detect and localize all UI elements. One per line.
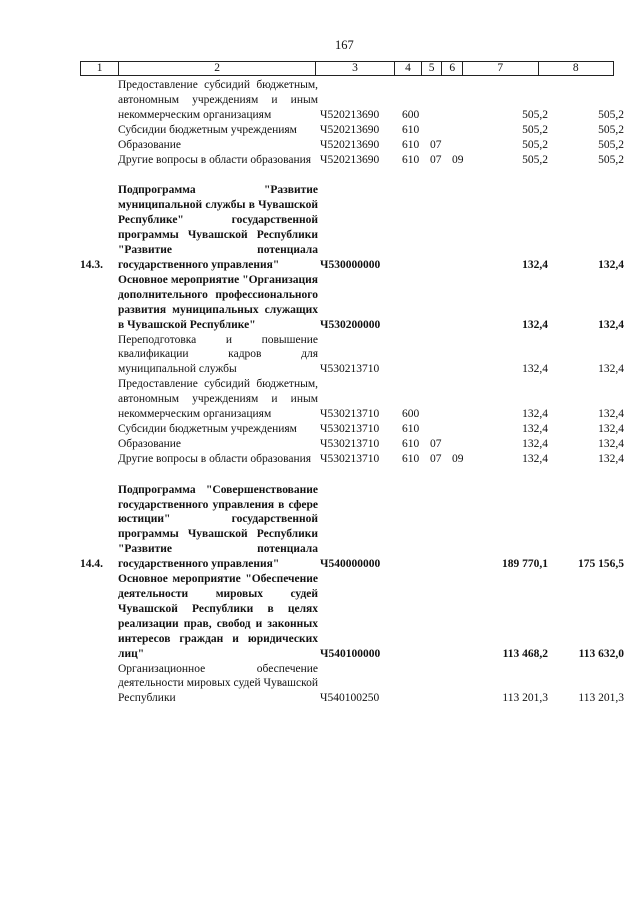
section: 07 xyxy=(430,452,442,465)
amount-year-1: 132,4 xyxy=(522,452,548,465)
table-row xyxy=(80,273,624,333)
table-row xyxy=(80,78,624,123)
target-code: Ч540000000 xyxy=(320,558,381,571)
table-row xyxy=(80,377,624,422)
amount-year-1: 132,4 xyxy=(522,258,548,271)
column-header-row xyxy=(80,61,614,76)
amount-year-2: 113 632,0 xyxy=(578,647,624,660)
section: 07 xyxy=(430,153,442,166)
table-row xyxy=(80,662,624,707)
amount-year-1: 505,2 xyxy=(522,138,548,151)
amount-year-1: 132,4 xyxy=(522,318,548,331)
subsection: 09 xyxy=(452,452,464,465)
amount-year-1: 132,4 xyxy=(522,363,548,376)
table-row xyxy=(80,138,624,153)
row-number: 14.4. xyxy=(80,558,103,571)
amount-year-1: 132,4 xyxy=(522,408,548,421)
table-row xyxy=(80,437,624,452)
amount-year-2: 132,4 xyxy=(598,318,624,331)
amount-year-2: 132,4 xyxy=(598,437,624,450)
amount-year-1: 189 770,1 xyxy=(502,558,548,571)
expense-type: 610 xyxy=(402,153,420,166)
row-description: Образование xyxy=(118,138,182,151)
target-code: Ч520213690 xyxy=(320,123,380,136)
table-row xyxy=(80,572,624,661)
col-header-6: 6 xyxy=(442,62,463,76)
col-header-5: 5 xyxy=(421,62,442,76)
expense-type: 600 xyxy=(402,408,420,421)
target-code: Ч530213710 xyxy=(320,437,380,450)
target-code: Ч530000000 xyxy=(320,258,381,271)
table-row xyxy=(80,183,624,272)
amount-year-2: 175 156,5 xyxy=(578,558,624,571)
col-header-3: 3 xyxy=(315,62,394,76)
target-code: Ч530213710 xyxy=(320,363,380,376)
row-description: Другие вопросы в области образования xyxy=(118,452,312,465)
row-description: Переподготовка и повышение квалификации кадров для муниципальной службы xyxy=(118,333,318,376)
row-description: Образование xyxy=(118,437,182,450)
table-row xyxy=(80,153,624,168)
amount-year-2: 132,4 xyxy=(598,422,624,435)
row-number: 14.3. xyxy=(80,258,103,271)
expense-type: 610 xyxy=(402,437,420,450)
amount-year-1: 505,2 xyxy=(522,108,548,121)
row-description: Организационное обеспечение деятельности мировых судей Чувашской Республики xyxy=(118,662,318,705)
amount-year-2: 132,4 xyxy=(598,452,624,465)
col-header-1: 1 xyxy=(81,62,119,76)
amount-year-1: 132,4 xyxy=(522,437,548,450)
row-description: Основное мероприятие "Обеспечение деятельности мировых судей Чувашской Республики в целях реализации прав, свобод и законных интересов граждан и юридических лиц" xyxy=(118,573,318,660)
table-row xyxy=(80,333,624,378)
target-code: Ч530213710 xyxy=(320,408,380,421)
col-header-8: 8 xyxy=(538,62,613,76)
target-code: Ч530213710 xyxy=(320,452,380,465)
amount-year-2: 505,2 xyxy=(598,153,624,166)
row-description: Основное мероприятие "Организация дополнительного профессионального развития муниципальных служащих в Чувашской Республике" xyxy=(118,273,318,331)
amount-year-2: 505,2 xyxy=(598,138,624,151)
budget-table-body xyxy=(80,78,624,706)
target-code: Ч520213690 xyxy=(320,138,380,151)
target-code: Ч540100250 xyxy=(320,692,380,705)
table-row xyxy=(80,123,624,138)
row-description: Предоставление субсидий бюджетным, автономным учреждениям и иным некоммерческим организациям xyxy=(118,378,318,421)
amount-year-2: 505,2 xyxy=(598,123,624,136)
expense-type: 610 xyxy=(402,138,420,151)
row-description: Подпрограмма "Совершенствование государственного управления в сфере юстиции" государственной программы Чувашской Республики "Развитие потенциала государственного управления" xyxy=(118,483,318,571)
amount-year-2: 132,4 xyxy=(598,258,624,271)
subsection: 09 xyxy=(452,153,464,166)
row-description: Субсидии бюджетным учреждениям xyxy=(118,422,297,435)
amount-year-2: 113 201,3 xyxy=(578,692,624,705)
row-description: Другие вопросы в области образования xyxy=(118,153,312,166)
section: 07 xyxy=(430,437,442,450)
expense-type: 610 xyxy=(402,452,420,465)
row-description: Подпрограмма "Развитие муниципальной службы в Чувашской Республике" государственной программы Чувашской Республики "Развитие потенциала государственного управления" xyxy=(118,184,318,271)
amount-year-2: 132,4 xyxy=(598,363,624,376)
amount-year-2: 505,2 xyxy=(598,108,624,121)
target-code: Ч540100000 xyxy=(320,647,381,660)
table-row xyxy=(80,452,624,467)
amount-year-1: 113 201,3 xyxy=(502,692,548,705)
amount-year-1: 132,4 xyxy=(522,422,548,435)
col-header-2: 2 xyxy=(119,62,316,76)
col-header-4: 4 xyxy=(395,62,422,76)
target-code: Ч520213690 xyxy=(320,153,380,166)
section: 07 xyxy=(430,138,442,151)
amount-year-1: 505,2 xyxy=(522,123,548,136)
amount-year-1: 505,2 xyxy=(522,153,548,166)
table-row xyxy=(80,422,624,437)
row-description: Предоставление субсидий бюджетным, автономным учреждениям и иным некоммерческим организациям xyxy=(118,79,318,121)
table-row xyxy=(80,483,624,572)
col-header-7: 7 xyxy=(463,62,538,76)
target-code: Ч520213690 xyxy=(320,108,380,121)
target-code: Ч530200000 xyxy=(320,318,381,331)
amount-year-2: 132,4 xyxy=(598,408,624,421)
amount-year-1: 113 468,2 xyxy=(502,647,548,660)
target-code: Ч530213710 xyxy=(320,422,380,435)
expense-type: 610 xyxy=(402,123,420,136)
row-description: Субсидии бюджетным учреждениям xyxy=(118,123,297,136)
expense-type: 610 xyxy=(402,422,420,435)
expense-type: 600 xyxy=(402,108,420,121)
